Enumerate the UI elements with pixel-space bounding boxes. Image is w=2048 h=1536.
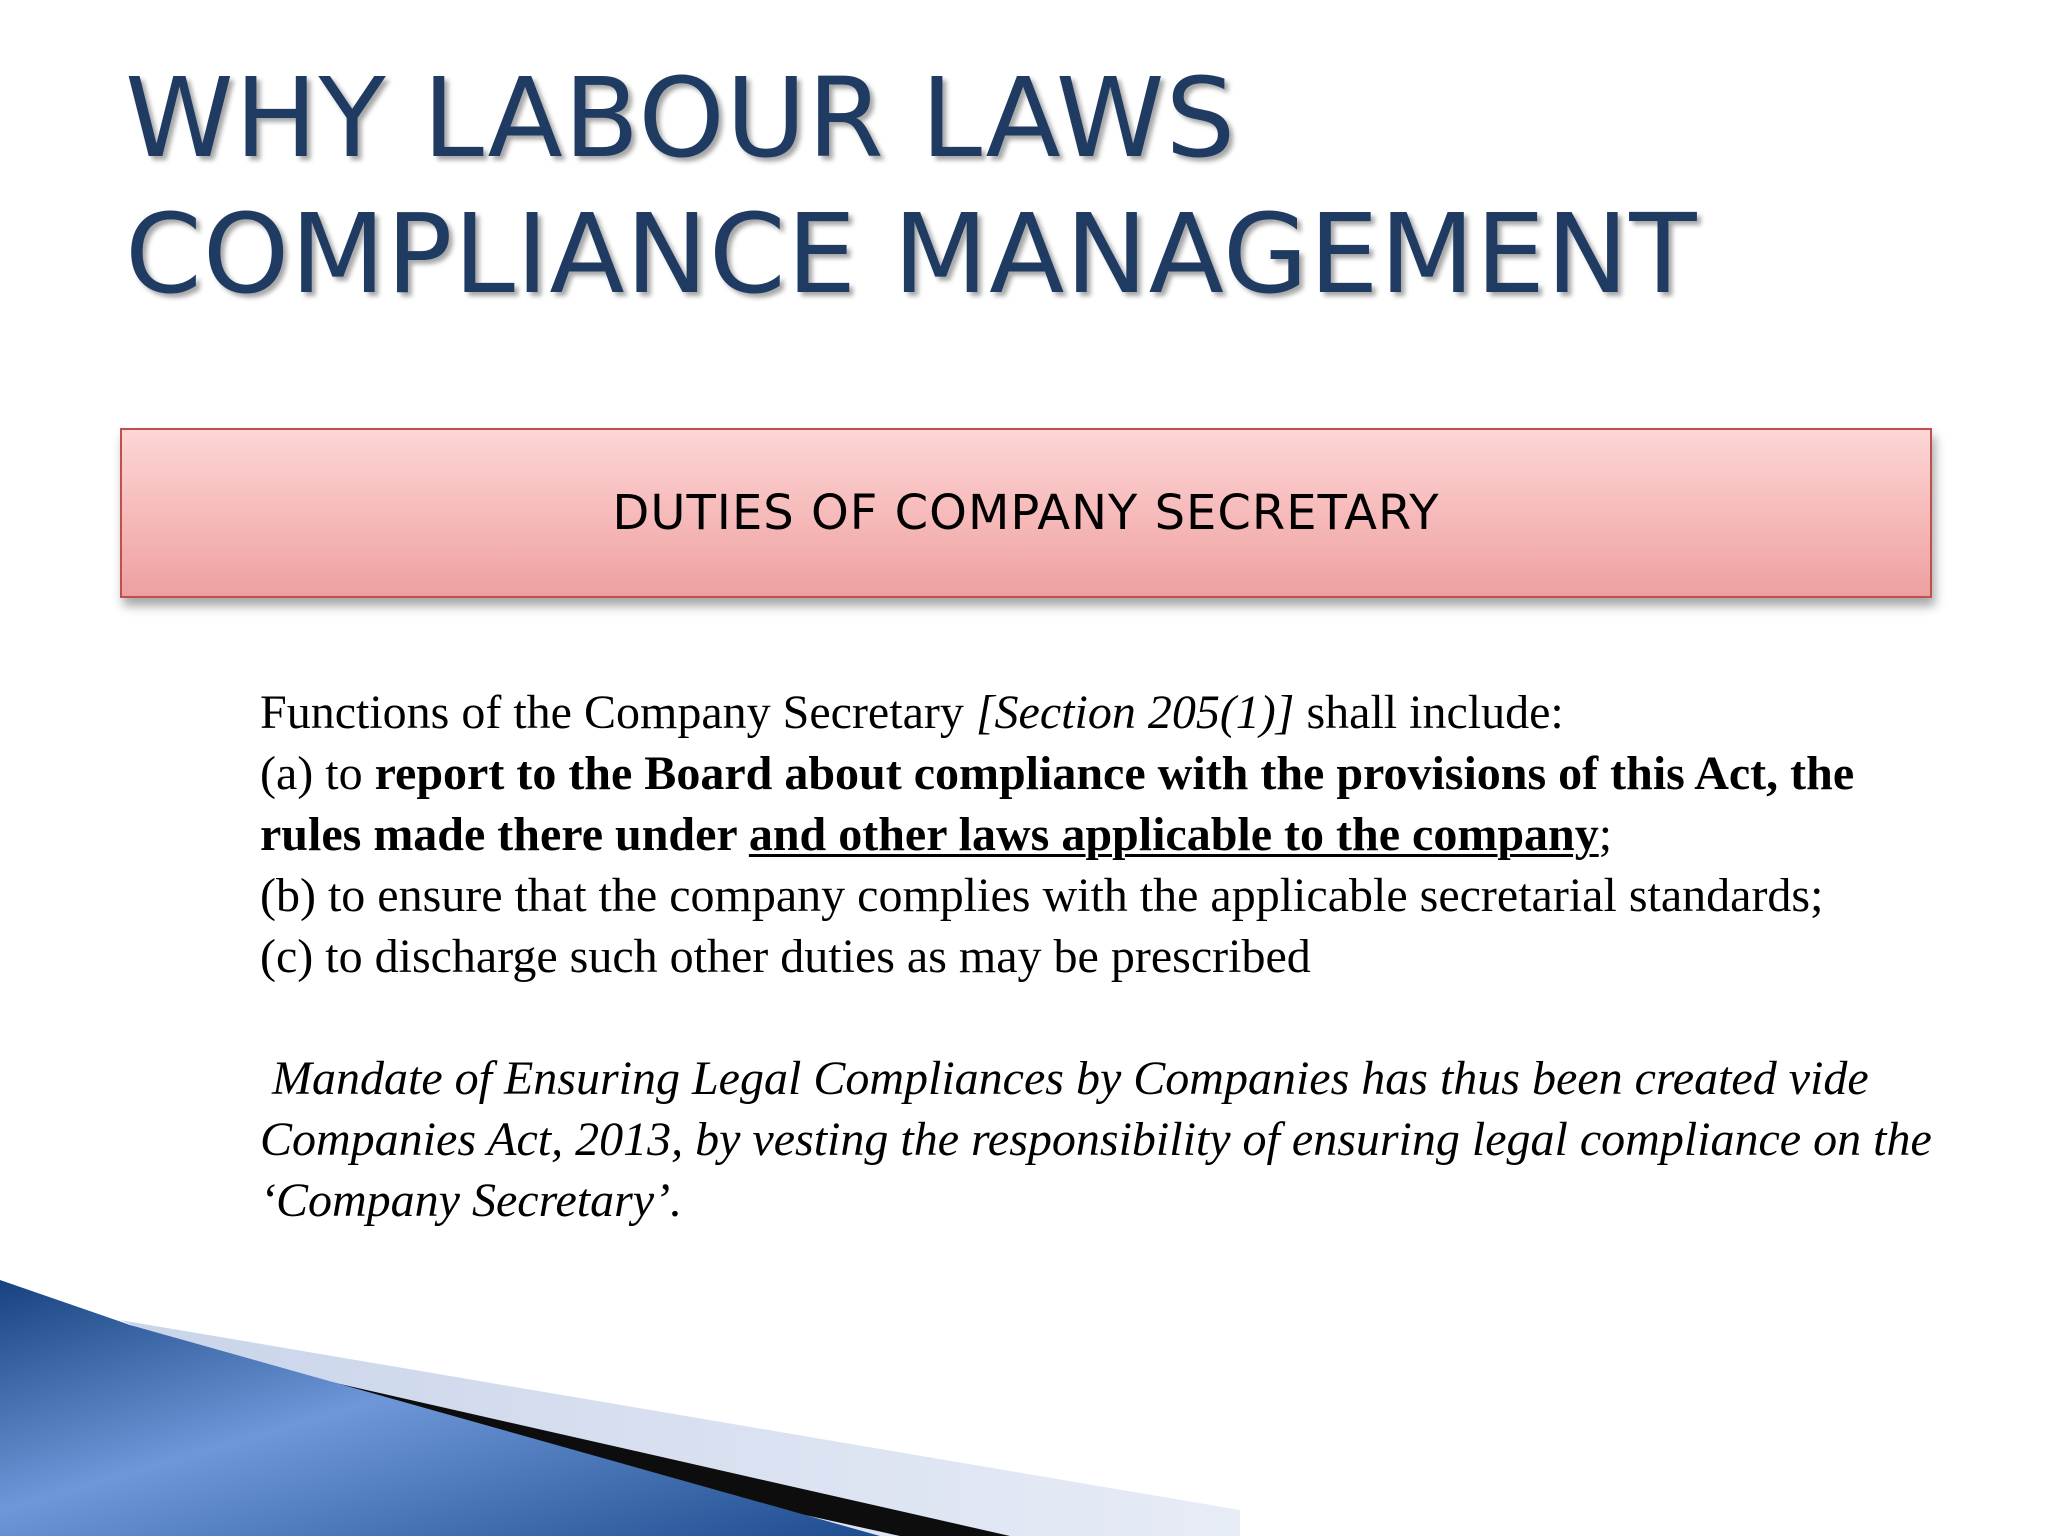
slide-title-line-1: WHY LABOUR LAWS (125, 54, 1237, 182)
paragraph-gap (260, 987, 1940, 1048)
section-banner (120, 428, 1932, 598)
functions-intro-text: Functions of the Company Secretary (260, 686, 976, 739)
function-item-c: (c) to discharge such other duties as may be prescribed (260, 930, 1311, 983)
function-item-b: (b) to ensure that the company complies with the applicable secretarial standards; (260, 869, 1824, 922)
slide-title-line-2: COMPLIANCE MANAGEMENT (125, 190, 1698, 318)
slide-title (125, 50, 1825, 322)
decorative-swoosh (0, 1280, 1240, 1536)
function-item-a-suffix: ; (1598, 808, 1613, 861)
section-reference: [Section 205(1)] (975, 686, 1295, 739)
section-banner-label: DUTIES OF COMPANY SECRETARY (612, 485, 1440, 541)
function-item-a-bold: report to the Board about compliance with the provisions of this Act, the rules made there under (260, 747, 1855, 861)
function-item-a (260, 743, 1940, 865)
function-item-a-underlined: and other laws applicable to the company (748, 808, 1599, 861)
slide-body (260, 682, 1944, 1231)
function-item-a-prefix: (a) to (260, 747, 375, 800)
functions-intro-suffix: shall include: (1294, 686, 1564, 739)
mandate-statement: Mandate of Ensuring Legal Compliances by Companies has thus been created vide Companies Act, 2013, by vesting the responsibility of ensuring legal compliance on the ‘Company Secretary’. (260, 1052, 1944, 1227)
functions-intro (260, 682, 1940, 743)
